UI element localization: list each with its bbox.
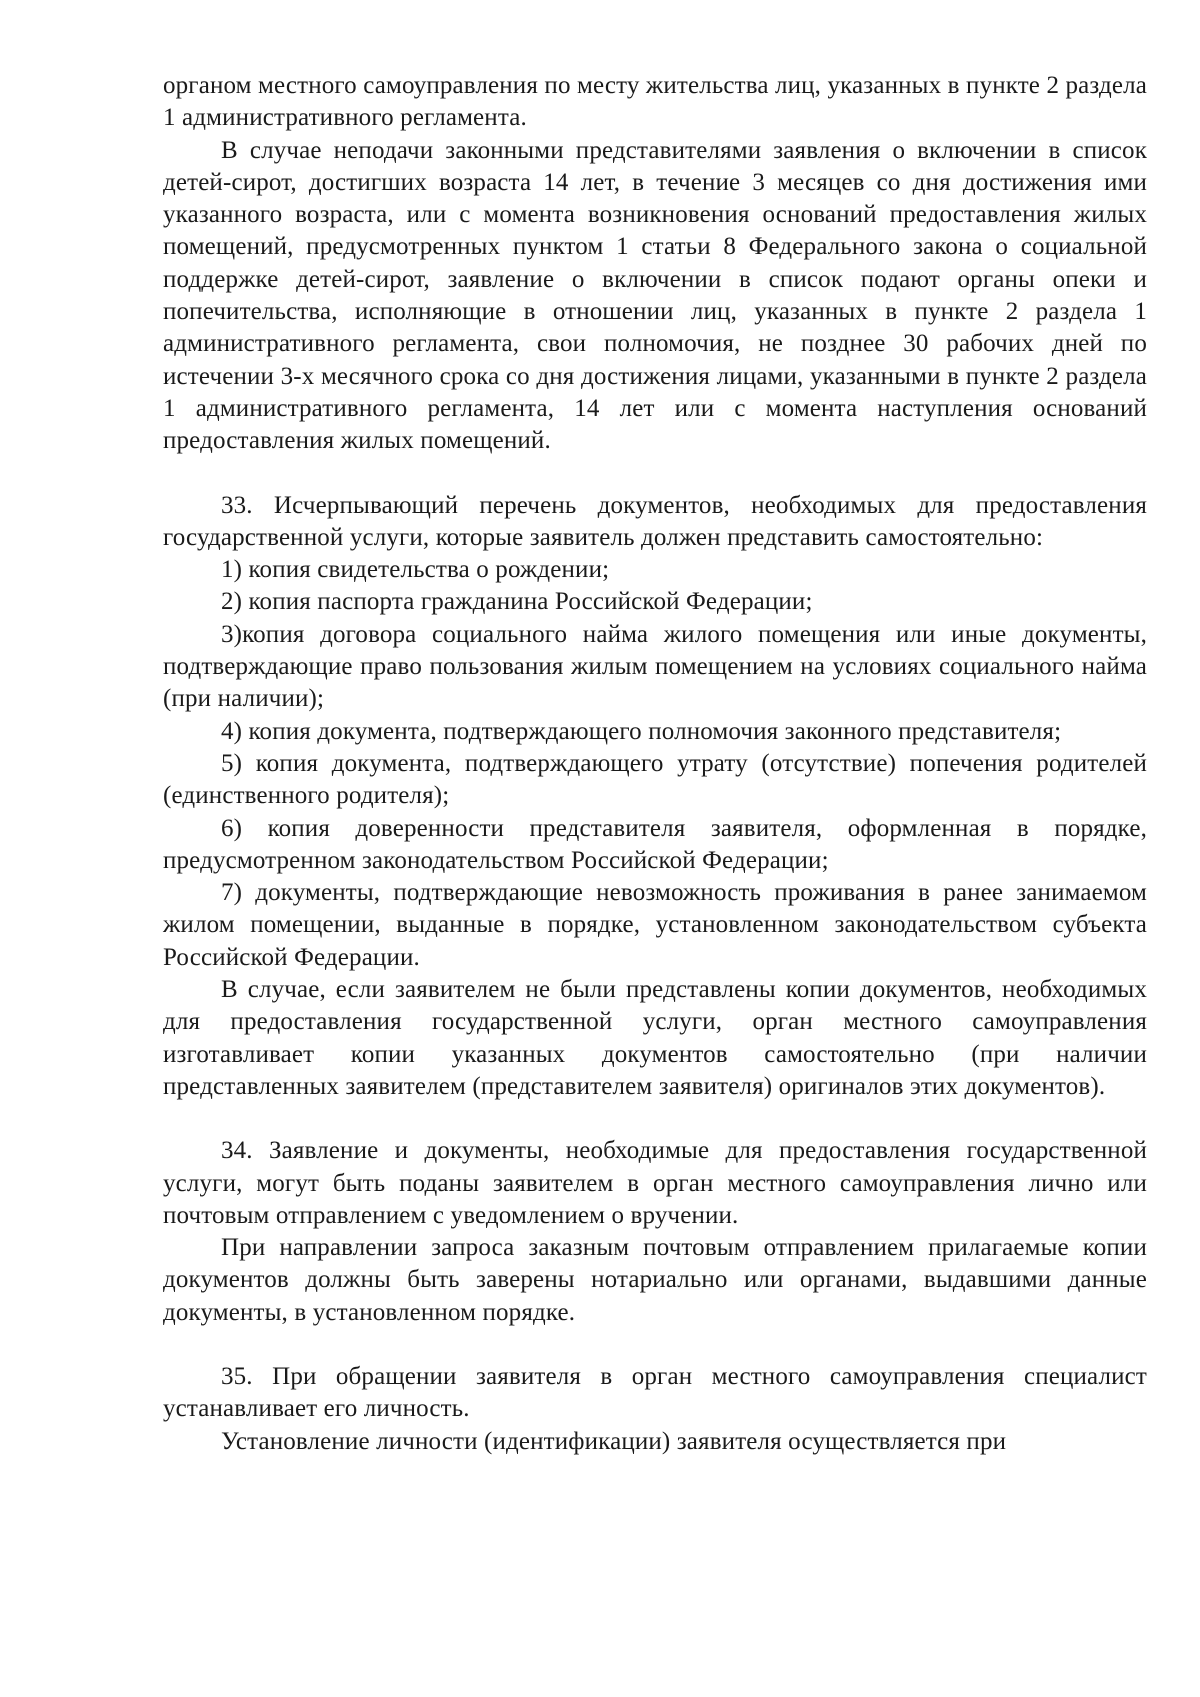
section-gap xyxy=(163,458,1147,490)
paragraph-item-34: 34. Заявление и документы, необходимые для предоставления государственной услуги, могут быть поданы заявителем в орган местного самоуправления лично или почтовым отправлением с уведомлением о вручении. xyxy=(163,1137,1147,1229)
paragraph-identification: Установление личности (идентификации) заявителя осуществляется при xyxy=(221,1427,1007,1455)
list-item-2: 2) копия паспорта гражданина Российской Федерации; xyxy=(221,588,813,616)
paragraph-copies-note: В случае, если заявителем не были представлены копии документов, необходимых для предоставления государственной услуги, орган местного самоуправления изготавливает копии указанных документов самостоятельно (при наличии представленных заявителем (представителем заявителя) оригиналов этих документов). xyxy=(163,976,1147,1100)
list-item-4: 4) копия документа, подтверждающего полномочия законного представителя; xyxy=(221,717,1062,745)
document-body xyxy=(163,70,1147,1458)
list-item-3: 3)копия договора социального найма жилого помещения или иные документы, подтверждающие право пользования жилым помещением на условиях социального найма (при наличии); xyxy=(163,620,1147,713)
list-item-5: 5) копия документа, подтверждающего утрату (отсутствие) попечения родителей (единственного родителя); xyxy=(163,749,1147,810)
paragraph-item-35: 35. При обращении заявителя в орган местного самоуправления специалист устанавливает его личность. xyxy=(163,1362,1147,1423)
list-item-6: 6) копия доверенности представителя заявителя, оформленная в порядке, предусмотренном законодательством Российской Федерации; xyxy=(163,814,1147,874)
paragraph-continuation: органом местного самоуправления по месту жительства лиц, указанных в пункте 2 раздела 1 административного регламента. xyxy=(163,72,1147,132)
section-gap xyxy=(163,1329,1147,1361)
paragraph-item-33: 33. Исчерпывающий перечень документов, необходимых для предоставления государственной услуги, которые заявитель должен представить самостоятельно: xyxy=(163,491,1147,551)
paragraph-postal-submission: При направлении запроса заказным почтовым отправлением прилагаемые копии документов должны быть заверены нотариально или органами, выдавшими данные документы, в установленном порядке. xyxy=(163,1234,1147,1326)
paragraph-nonfiling-case: В случае неподачи законными представителями заявления о включении в список детей-сирот, достигших возраста 14 лет, в течение 3 месяцев со дня достижения ими указанного возраста, или с момента возникновения оснований предоставления жилых помещений, предусмотренных пунктом 1 статьи 8 Федерального закона о социальной поддержке детей-сирот, заявление о включении в список подают органы опеки и попечительства, исполняющие в отношении лиц, указанных в пункте 2 раздела 1 административного регламента, свои полномочия, не позднее 30 рабочих дней по истечении 3-х месячного срока со дня достижения лицами, указанными в пункте 2 раздела 1 административного регламента, 14 лет или с момента наступления оснований предоставления жилых помещений. xyxy=(163,136,1147,455)
list-item-7: 7) документы, подтверждающие невозможность проживания в ранее занимаемом жилом помещении, выданные в порядке, установленном законодательством субъекта Российской Федерации. xyxy=(163,879,1147,971)
section-gap xyxy=(163,1103,1147,1135)
list-item-1: 1) копия свидетельства о рождении; xyxy=(221,556,610,584)
